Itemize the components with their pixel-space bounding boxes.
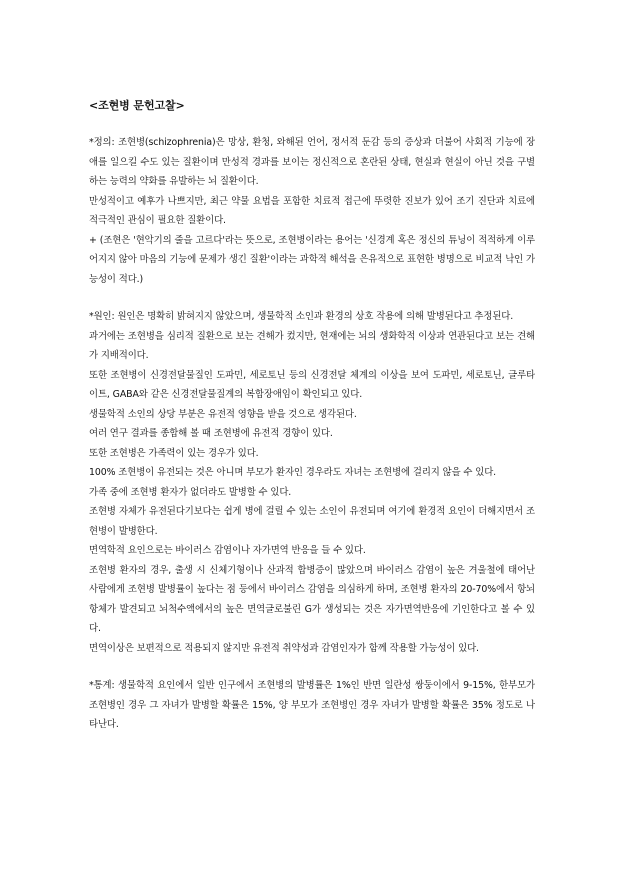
section-spacer: [89, 658, 535, 676]
paragraph: *통계: 생물학적 요인에서 일반 인구에서 조현병의 발병률은 1%인 반면 일란성 쌍둥이에서 9-15%, 한부모가 조현병인 경우 그 자녀가 발병할 확률은 15%, 양 부모가 조현병인 경우 자녀가 발병할 확률은 35% 정도로 나타난다.: [89, 680, 535, 730]
paragraph: 또한 조현병은 가족력이 있는 경우가 있다.: [89, 447, 259, 459]
paragraph: 또한 조현병이 신경전달물질인 도파민, 세로토닌 등의 신경전달 체계의 이상을 보여 도파민, 세로토닌, 글루타이트, GABA와 같은 신경전달물질계의 복합장애임이 확인되고 있다.: [89, 369, 535, 400]
document-title: <조현병 문헌고찰>: [89, 99, 185, 112]
paragraph: 여러 연구 결과를 종합해 볼 때 조현병에 유전적 경향이 있다.: [89, 428, 333, 439]
paragraph: 생물학적 소인의 상당 부분은 유전적 영향을 받을 것으로 생각된다.: [89, 408, 357, 420]
paragraph: 조현병 환자의 경우, 출생 시 신체기형이나 산과적 합병증이 많았으며 바이러스 감염이 높은 겨울철에 태어난 사람에게 조현병 발병률이 높다는 점 등에서 바이러스 감염을 의심하게 하며, 조현병 환자의 20-70%에서 항뇌항체가 발견되고 뇌척수액에서의 높은 면역글로불린 G가 생성되는 것은 자가면역반응에 기인한다고 볼 수 있다.: [89, 564, 535, 634]
paragraph: *정의: 조현병(schizophrenia)은 망상, 환청, 와해된 언어, 정서적 둔감 등의 증상과 더불어 사회적 기능에 장애를 일으킬 수도 있는 질환이며 만성적 경과를 보이는 정신적으로 혼란된 상태, 현실과 현실이 아닌 것을 구별하는 능력의 약화를 유발하는 뇌 질환이다.: [89, 137, 535, 187]
paragraph: *원인: 원인은 명확히 밝혀지지 않았으며, 생물학적 소인과 환경의 상호 작용에 의해 발병된다고 추정된다.: [89, 311, 514, 322]
document-page: [89, 97, 535, 735]
paragraph: 100% 조현병이 유전되는 것은 아니며 부모가 환자인 경우라도 자녀는 조현병에 걸리지 않을 수 있다.: [89, 467, 497, 478]
paragraph: 면역이상은 보편적으로 적용되지 않지만 유전적 취약성과 감염인자가 함께 작용할 가능성이 있다.: [89, 642, 479, 654]
paragraph: 가족 중에 조현병 환자가 없더라도 발병할 수 있다.: [89, 486, 292, 498]
cause-section: [89, 307, 535, 658]
paragraph: 조현병 자체가 유전된다기보다는 쉽게 병에 걸릴 수 있는 소인이 유전되며 여기에 환경적 요인이 더해지면서 조현병이 발병한다.: [89, 506, 535, 537]
paragraph: 만성적이고 예후가 나쁘지만, 최근 약물 요법을 포함한 치료적 접근에 뚜렷한 진보가 있어 조기 진단과 치료에 적극적인 관심이 필요한 질환이다.: [89, 195, 535, 226]
definition-section: [89, 133, 535, 289]
paragraph: 과거에는 조현병을 심리적 질환으로 보는 견해가 컸지만, 현재에는 뇌의 생화학적 이상과 연관된다고 보는 견해가 지배적이다.: [89, 330, 535, 361]
paragraph: 면역학적 요인으로는 바이러스 감염이나 자가면역 반응을 들 수 있다.: [89, 545, 366, 556]
statistics-section: [89, 676, 535, 735]
section-spacer: [89, 289, 535, 307]
paragraph: + (조현은 '현악기의 줄을 고르다'라는 뜻으로, 조현병이라는 용어는 '신경계 혹은 정신의 튜닝이 적적하게 이루어지지 않아 마음의 기능에 문제가 생긴 질환'이라는 과학적 해석을 은유적으로 표현한 병명으로 비교적 낙인 가능성이 적다.): [89, 234, 535, 285]
